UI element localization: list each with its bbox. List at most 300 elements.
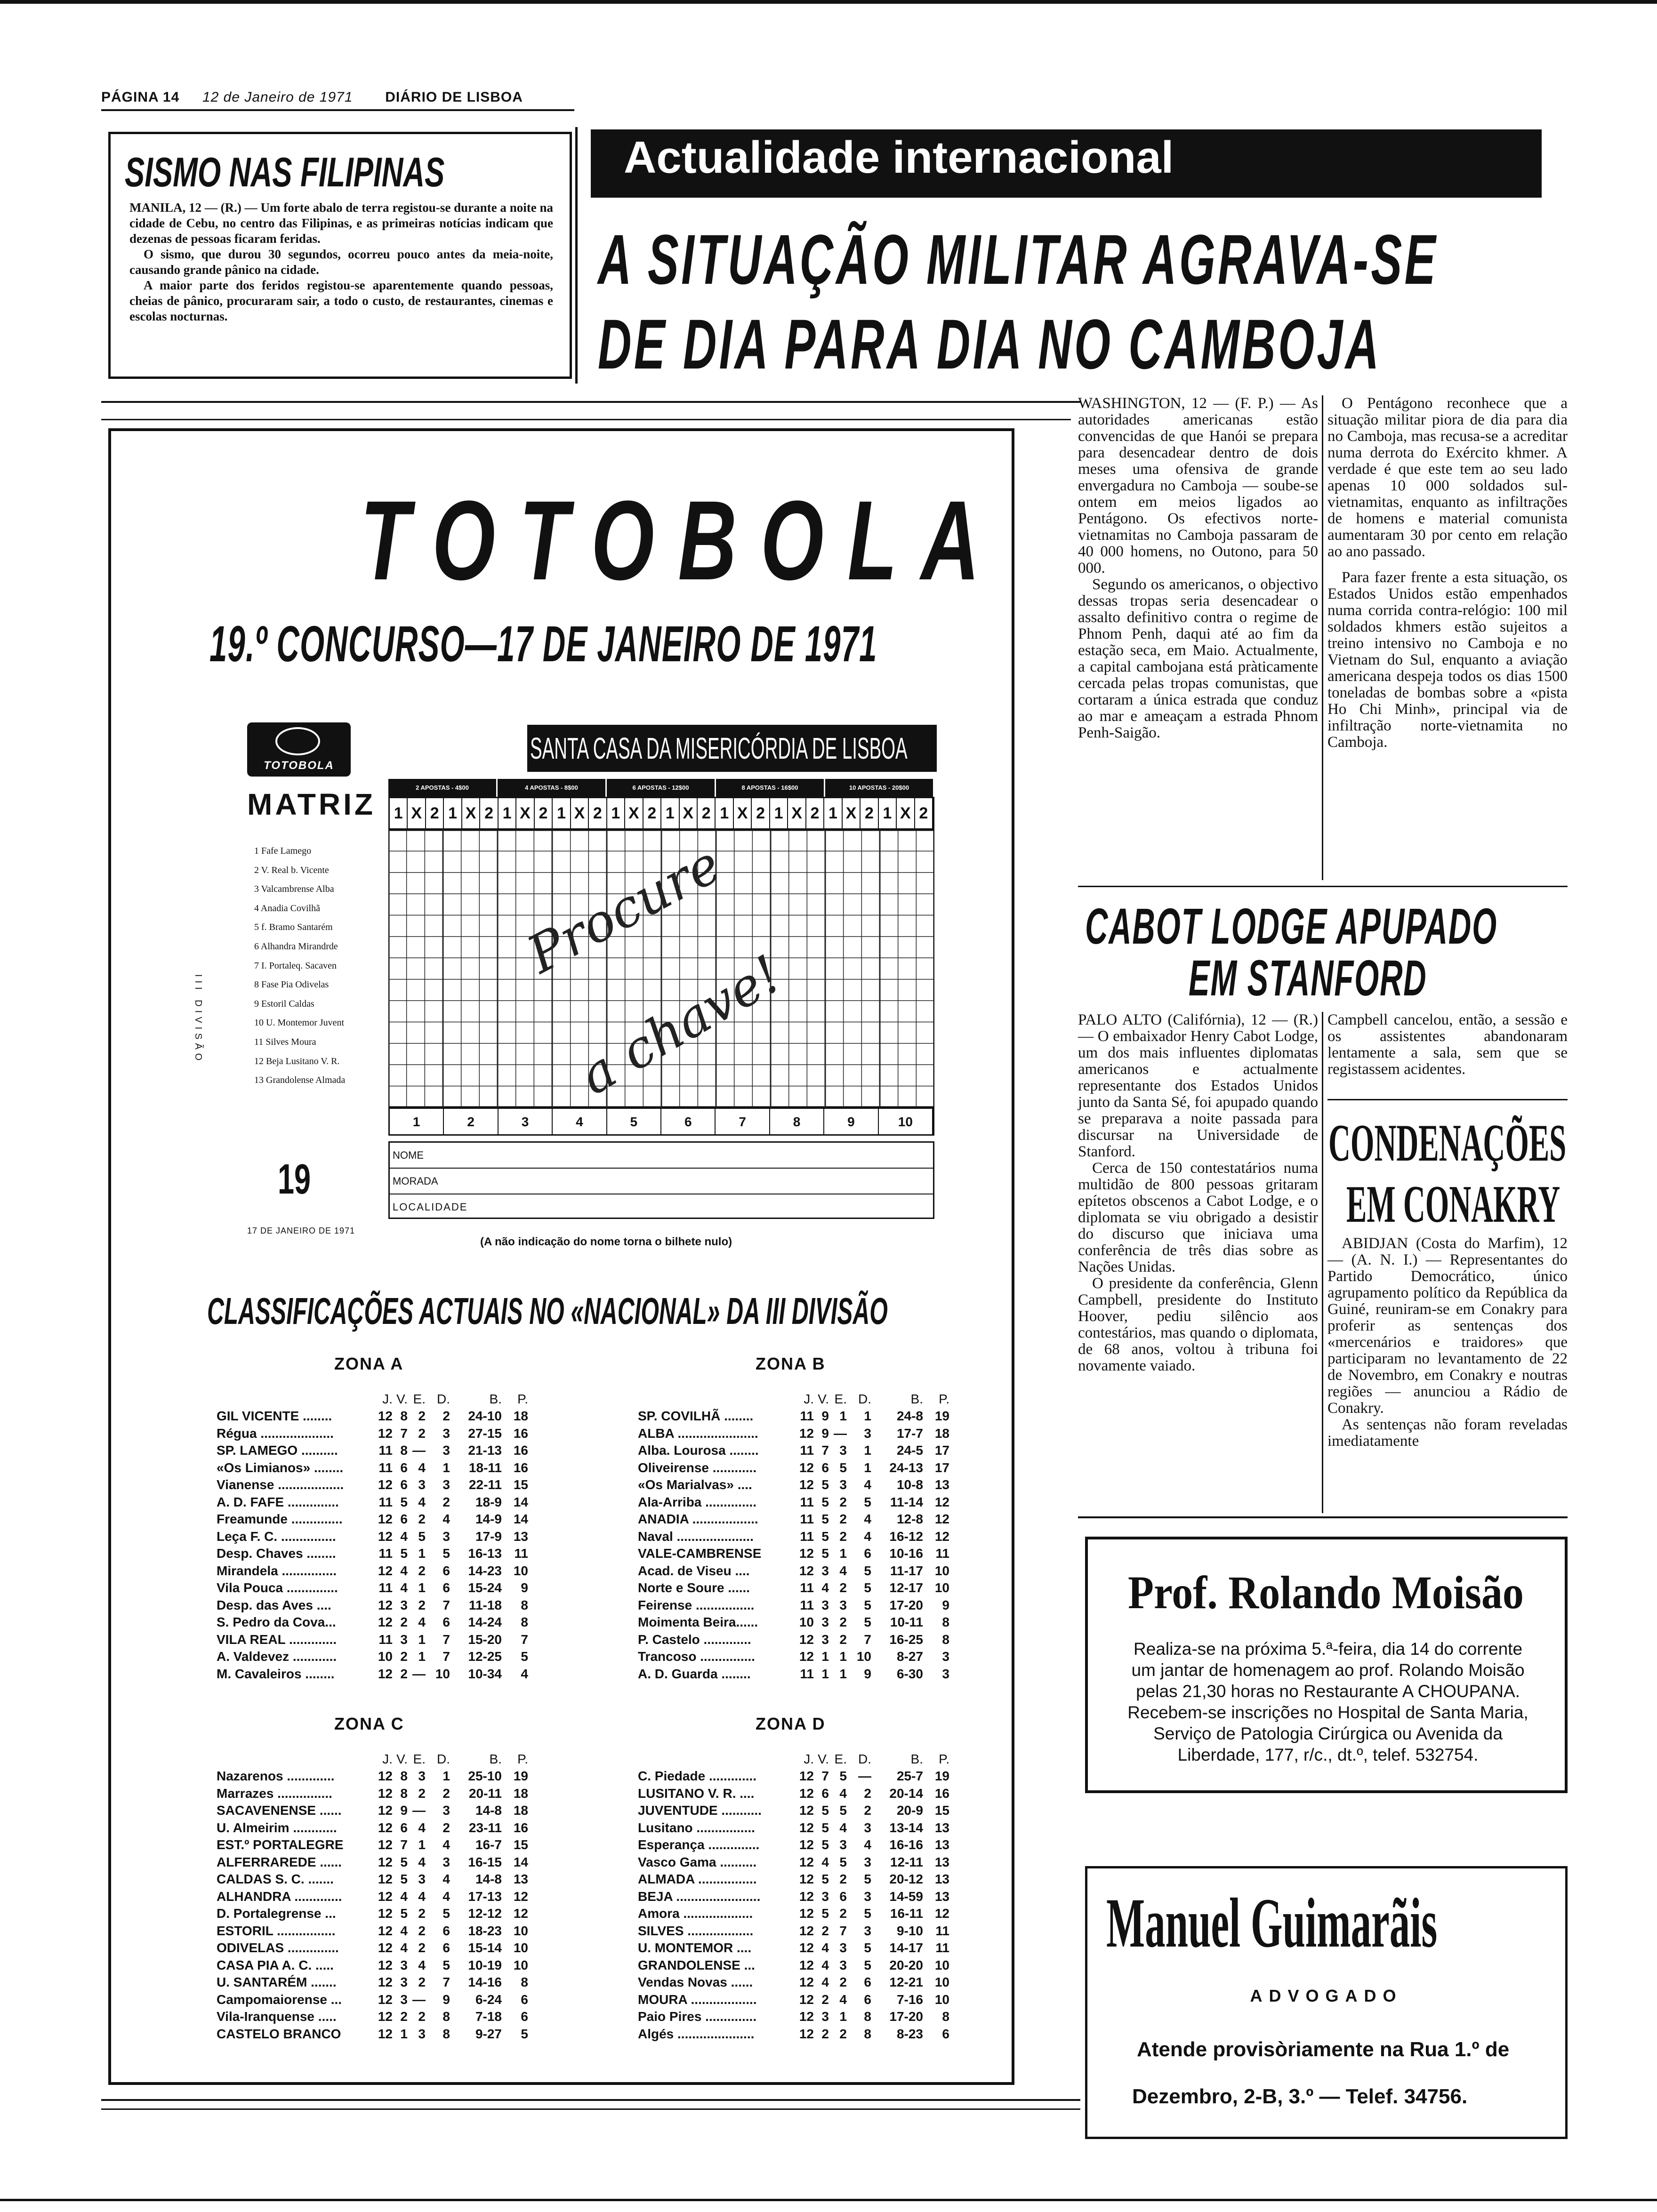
stat-cell: 5 — [864, 1494, 871, 1509]
column-number: 5 — [607, 1109, 661, 1134]
stat-cell: 5 — [839, 1803, 847, 1818]
totobola-title: TOTOBOLA — [360, 477, 1004, 603]
stat-cell: — — [834, 1426, 847, 1441]
stat-cell: 17-9 — [475, 1529, 502, 1544]
stat-cell: 1 — [864, 1409, 871, 1423]
stat-cell: 12 — [378, 1975, 393, 1989]
stat-cell: 11 — [378, 1494, 393, 1509]
form-nome[interactable] — [390, 1143, 933, 1169]
table-row — [217, 1614, 555, 1631]
paper-name: DIÁRIO DE LISBOA — [385, 89, 523, 105]
totobola-logo — [247, 722, 351, 777]
stat-cell: 20-12 — [889, 1872, 923, 1886]
stat-cell: 6 — [521, 1992, 528, 2007]
stat-cell: 3 — [942, 1649, 949, 1664]
form-nome-label: NOME — [393, 1149, 424, 1161]
stat-cell: 12 — [378, 2009, 393, 2024]
stat-cell: 14-59 — [889, 1889, 923, 1904]
stat-cell: 12-12 — [468, 1906, 502, 1921]
stat-cell: 12 — [378, 1615, 393, 1629]
stat-cell: 12 — [378, 1837, 393, 1852]
table-row — [217, 1802, 555, 1819]
stat-cell: 12 — [378, 1512, 393, 1526]
team-name: SILVES .................. — [638, 1923, 754, 1938]
stat-cell: 10-19 — [468, 1957, 502, 1972]
stat-cell: 2 — [418, 1426, 426, 1441]
stat-cell: 12 — [799, 1992, 814, 2007]
stat-cell: 1 — [418, 1546, 426, 1561]
bottom-rule-2 — [101, 2108, 1080, 2110]
stat-cell: 4 — [821, 1940, 829, 1955]
stat-cell: 2 — [418, 1906, 426, 1921]
stat-cell: 10 — [513, 1940, 528, 1955]
zona-header-cell: B. — [910, 1751, 923, 1766]
stat-cell: 1 — [839, 1546, 847, 1561]
zona-a — [217, 1355, 555, 1683]
team-name: Freamunde .............. — [217, 1512, 343, 1526]
table-row — [217, 1545, 555, 1563]
stat-cell: 1 — [821, 1666, 829, 1681]
stat-cell: 8 — [521, 1597, 528, 1612]
team-name: BEJA ....................... — [638, 1889, 761, 1904]
stat-cell: 3 — [400, 1632, 408, 1647]
game-row: 9 Estoril Caldas — [254, 998, 314, 1009]
team-name: VALE-CAMBRENSE — [638, 1546, 762, 1561]
handwriting-2: a chave! — [570, 943, 792, 1106]
x12-row — [388, 797, 934, 830]
stat-cell: 12 — [513, 1906, 528, 1921]
stat-cell: 4 — [821, 1957, 829, 1972]
stat-cell: 4 — [864, 1512, 871, 1526]
rule-mid-2 — [101, 419, 1071, 420]
conakry-title-1: CONDENAÇÕES — [1328, 1114, 1567, 1172]
x12-cell: X — [625, 798, 643, 828]
x12-cell: X — [680, 798, 698, 828]
zona-c — [217, 1715, 555, 2043]
zona-header-cell: P. — [517, 1391, 528, 1406]
stat-cell: 5 — [839, 1460, 847, 1475]
stat-cell: 8 — [864, 2009, 871, 2024]
table-row — [638, 1974, 977, 1991]
table-row — [638, 1666, 977, 1683]
table-row — [638, 2008, 977, 2026]
stat-cell: 10-11 — [890, 1615, 923, 1629]
stat-cell: 17 — [934, 1443, 949, 1458]
stat-cell: 4 — [418, 1460, 426, 1475]
table-row — [638, 2026, 977, 2043]
game-row: 12 Beja Lusitano V. R. — [254, 1056, 340, 1066]
cabot-title-2: EM STANFORD — [1189, 949, 1427, 1006]
stat-cell: 2 — [400, 1615, 408, 1629]
table-row — [638, 1528, 977, 1546]
stat-cell: 5 — [864, 1597, 871, 1612]
stat-cell: 5 — [864, 1906, 871, 1921]
stat-cell: 25-7 — [896, 1769, 923, 1783]
stat-cell: 19 — [513, 1769, 528, 1783]
stat-cell: 16-7 — [475, 1837, 502, 1852]
stat-cell: 3 — [400, 1975, 408, 1989]
camboja-col-2 — [1327, 395, 1568, 751]
stat-cell: 8 — [442, 2009, 450, 2024]
stat-cell: 3 — [418, 1872, 426, 1886]
stat-cell: 2 — [839, 1494, 847, 1509]
camboja-divider — [1322, 395, 1323, 880]
table-row — [638, 1408, 977, 1425]
team-name: C. Piedade ............. — [638, 1769, 757, 1783]
table-row — [217, 1648, 555, 1666]
stat-cell: 5 — [821, 1494, 829, 1509]
stat-cell: 3 — [400, 1597, 408, 1612]
stat-cell: 12-21 — [889, 1975, 923, 1989]
stat-cell: 6 — [442, 1923, 450, 1938]
stat-cell: 16-16 — [889, 1837, 923, 1852]
stat-cell: 12 — [378, 1820, 393, 1835]
stat-cell: 2 — [418, 1923, 426, 1938]
apostas-label: 6 APOSTAS - 12$00 — [607, 779, 715, 797]
stat-cell: 12 — [378, 2026, 393, 2041]
stat-cell: 16 — [513, 1460, 528, 1475]
name-form — [388, 1141, 934, 1219]
stat-cell: 20-9 — [896, 1803, 923, 1818]
x12-cell: 2 — [861, 798, 878, 828]
stat-cell: 14-16 — [468, 1975, 502, 1989]
team-name: Ala-Arriba .............. — [638, 1494, 757, 1509]
stat-cell: 1 — [418, 1837, 426, 1852]
table-row — [217, 1631, 555, 1649]
table-row — [638, 1494, 977, 1511]
stat-cell: 11 — [800, 1494, 814, 1509]
form-morada-label: MORADA — [393, 1175, 438, 1187]
stat-cell: 15 — [513, 1837, 528, 1852]
form-morada[interactable] — [390, 1169, 933, 1194]
zona-header-cell: B. — [489, 1391, 502, 1406]
stat-cell: 12 — [378, 1477, 393, 1492]
team-name: ANADIA .................. — [638, 1512, 758, 1526]
stat-cell: 12 — [799, 1906, 814, 1921]
table-row — [217, 1836, 555, 1854]
zona-header-cell: J. — [804, 1751, 814, 1766]
stat-cell: 6 — [442, 1563, 450, 1578]
stat-cell: 6 — [521, 2009, 528, 2024]
stat-cell: 2 — [839, 1872, 847, 1886]
team-name: ALHANDRA ............. — [217, 1889, 342, 1904]
team-name: Marrazes ............... — [217, 1786, 332, 1801]
x12-cell: 2 — [480, 798, 498, 828]
stat-cell: 12 — [378, 1906, 393, 1921]
sismo-divider — [575, 127, 578, 384]
stat-cell: 12 — [799, 1923, 814, 1938]
stat-cell: 12 — [799, 1477, 814, 1492]
team-name: Vendas Novas ...... — [638, 1975, 753, 1989]
table-row — [638, 1425, 977, 1443]
table-row — [638, 1614, 977, 1631]
stat-cell: 11 — [935, 1923, 949, 1938]
table-row — [217, 1991, 555, 2009]
stat-cell: 6 — [442, 1580, 450, 1595]
stat-cell: 2 — [839, 1580, 847, 1595]
stat-cell: 5 — [400, 1906, 408, 1921]
stat-cell: 4 — [418, 1957, 426, 1972]
stat-cell: 4 — [400, 1580, 408, 1595]
stat-cell: 18 — [513, 1803, 528, 1818]
stat-cell: 6 — [400, 1477, 408, 1492]
stat-cell: 24-8 — [896, 1409, 923, 1423]
stat-cell: 10 — [934, 1992, 949, 2007]
stat-cell: 7-18 — [475, 2009, 502, 2024]
sismo-title: SISMO NAS FILIPINAS — [125, 149, 445, 195]
team-name: Leça F. C. ............... — [217, 1529, 336, 1544]
stat-cell: 12 — [378, 1409, 393, 1423]
stat-cell: 3 — [839, 1443, 847, 1458]
stat-cell: 13 — [934, 1854, 949, 1869]
zona-header-cell: V. — [396, 1391, 408, 1406]
stat-cell: 13 — [513, 1529, 528, 1544]
zona-header-cell: J. — [804, 1391, 814, 1406]
stat-cell: 12 — [934, 1906, 949, 1921]
zona-header-cell: V. — [818, 1391, 829, 1406]
stat-cell: 11 — [378, 1580, 393, 1595]
page-date: 12 de Janeiro de 1971 — [202, 89, 353, 105]
stat-cell: 12-17 — [889, 1580, 923, 1595]
stat-cell: 5 — [821, 1872, 829, 1886]
team-name: Oliveirense ............ — [638, 1460, 757, 1475]
team-name: Desp. das Aves .... — [217, 1597, 331, 1612]
table-row — [638, 1854, 977, 1871]
team-name: «Os Limianos» ........ — [217, 1460, 344, 1475]
stat-cell: 9 — [942, 1597, 949, 1612]
team-name: Vianense .................. — [217, 1477, 344, 1492]
zona-header-cell: E. — [413, 1391, 426, 1406]
zona-header-cell: P. — [939, 1751, 949, 1766]
stat-cell: 11 — [800, 1512, 814, 1526]
x12-cell: 1 — [444, 798, 462, 828]
zona-d — [638, 1715, 977, 2043]
stat-cell: 12 — [378, 1769, 393, 1783]
division-label: III DIVISÃO — [193, 974, 203, 1065]
stat-cell: 11 — [935, 1546, 949, 1561]
game-row: 5 f. Bramo Santarém — [254, 922, 333, 933]
stat-cell: 3 — [442, 1443, 450, 1458]
table-row — [638, 1442, 977, 1459]
team-name: GIL VICENTE ........ — [217, 1409, 332, 1423]
game-row: 11 Silves Moura — [254, 1036, 316, 1047]
stat-cell: 12 — [378, 1529, 393, 1544]
zona-header-cell: P. — [517, 1751, 528, 1766]
stat-cell: 1 — [442, 1769, 450, 1783]
stat-cell: 12 — [378, 1957, 393, 1972]
team-name: Feirense ................ — [638, 1597, 755, 1612]
stat-cell: 7 — [821, 1443, 829, 1458]
stat-cell: 15 — [513, 1477, 528, 1492]
stat-cell: 12 — [378, 1923, 393, 1938]
stat-cell: 2 — [400, 2009, 408, 2024]
camboja-col-1 — [1078, 395, 1318, 741]
stat-cell: 2 — [418, 1975, 426, 1989]
stat-cell: 6 — [442, 1940, 450, 1955]
table-row — [217, 2026, 555, 2043]
stat-cell: 11 — [800, 1529, 814, 1544]
stat-cell: 1 — [839, 1666, 847, 1681]
stat-cell: 3 — [821, 2009, 829, 2024]
stat-cell: 12 — [934, 1529, 949, 1544]
stat-cell: 18 — [513, 1409, 528, 1423]
stat-cell: 5 — [400, 1546, 408, 1561]
form-localidade[interactable] — [390, 1194, 933, 1219]
section-banner — [591, 129, 1542, 198]
stat-cell: 24-10 — [468, 1409, 502, 1423]
stat-cell: 2 — [418, 1786, 426, 1801]
stat-cell: 4 — [839, 1786, 847, 1801]
stat-cell: 3 — [864, 1820, 871, 1835]
rule-mid-1 — [101, 401, 1080, 403]
stat-cell: 12 — [799, 1854, 814, 1869]
table-row — [217, 1888, 555, 1906]
stat-cell: 11 — [378, 1443, 393, 1458]
stat-cell: 21-13 — [468, 1443, 502, 1458]
stat-cell: 8 — [942, 1632, 949, 1647]
zona-header-cell: J. — [382, 1751, 393, 1766]
stat-cell: 10 — [435, 1666, 450, 1681]
team-name: «Os Marialvas» .... — [638, 1477, 752, 1492]
x12-cell: X — [843, 798, 861, 828]
stat-cell: 12 — [378, 1940, 393, 1955]
table-row — [217, 1854, 555, 1871]
stat-cell: 14 — [513, 1854, 528, 1869]
stat-cell: 12 — [799, 1426, 814, 1441]
stat-cell: 5 — [821, 1837, 829, 1852]
x12-cell: 2 — [915, 798, 933, 828]
grid-col-numbers — [388, 1107, 934, 1136]
zona-header-cell: B. — [910, 1391, 923, 1406]
stat-cell: 8 — [400, 1443, 408, 1458]
game-row: 8 Fase Pia Odivelas — [254, 979, 329, 990]
stat-cell: 3 — [864, 1426, 871, 1441]
x12-cell: 2 — [589, 798, 607, 828]
table-row — [217, 1511, 555, 1528]
stat-cell: 9 — [821, 1426, 829, 1441]
stat-cell: 10 — [934, 1563, 949, 1578]
table-row — [638, 1957, 977, 1974]
stat-cell: 10-16 — [889, 1546, 923, 1561]
stat-cell: 24-5 — [896, 1443, 923, 1458]
stat-cell: 10 — [513, 1957, 528, 1972]
stat-cell: 12 — [799, 1820, 814, 1835]
table-row — [638, 1836, 977, 1854]
stat-cell: 16-12 — [889, 1529, 923, 1544]
stat-cell: 5 — [821, 1820, 829, 1835]
stat-cell: 19 — [934, 1769, 949, 1783]
table-row — [638, 1871, 977, 1888]
table-row — [638, 1648, 977, 1666]
team-name: Vasco Gama .......... — [638, 1854, 757, 1869]
stat-cell: 10 — [799, 1615, 814, 1629]
stat-cell: 2 — [400, 1666, 408, 1681]
stat-cell: 5 — [400, 1854, 408, 1869]
stat-cell: 12 — [934, 1494, 949, 1509]
team-name: ODIVELAS .............. — [217, 1940, 339, 1955]
x12-cell: 1 — [499, 798, 516, 828]
logo-text: TOTOBOLA — [264, 759, 334, 772]
guimaraes-ad — [1085, 1866, 1568, 2139]
stat-cell: 3 — [942, 1666, 949, 1681]
conakry-bottom-rule — [1078, 1516, 1568, 1518]
stat-cell: 11 — [378, 1460, 393, 1475]
santa-casa-text: SANTA CASA DA MISERICÓRDIA DE LISBOA — [530, 731, 908, 765]
zona-header — [638, 1751, 977, 1768]
stat-cell: 3 — [864, 1889, 871, 1904]
stat-cell: 12 — [378, 1889, 393, 1904]
stat-cell: 13 — [934, 1889, 949, 1904]
stat-cell: 10 — [934, 1975, 949, 1989]
stat-cell: 7 — [442, 1649, 450, 1664]
table-row — [217, 1871, 555, 1888]
stat-cell: 5 — [839, 1769, 847, 1783]
stat-cell: 7 — [821, 1769, 829, 1783]
stat-cell: 16-13 — [468, 1546, 502, 1561]
team-name: Trancoso ............... — [638, 1649, 755, 1664]
stat-cell: 4 — [821, 1854, 829, 1869]
stat-cell: 17-20 — [889, 1597, 923, 1612]
stat-cell: 5 — [418, 1529, 426, 1544]
stat-cell: 5 — [864, 1940, 871, 1955]
stat-cell: 12-25 — [468, 1649, 502, 1664]
stat-cell: 12 — [799, 1975, 814, 1989]
table-row — [217, 1563, 555, 1580]
table-row — [638, 1785, 977, 1803]
moisao-p2: Recebem-se inscrições no Hospital de Santa Maria, Serviço de Patologia Cirúrgica ou Avenida da Liberdade, 177, r/c., dt.º, telef. 532754. — [1127, 1703, 1528, 1764]
stat-cell: 3 — [400, 1957, 408, 1972]
team-name: U. MONTEMOR .... — [638, 1940, 752, 1955]
sismo-p3: A maior parte dos feridos registou-se aparentemente quando pessoas, cheias de pânico, procuraram sair, a todo o custo, de restaurantes, cinemas e escolas nocturnas. — [129, 278, 553, 323]
apostas-row — [388, 779, 934, 797]
team-name: MOURA .................. — [638, 1992, 757, 2007]
stat-cell: 1 — [839, 1409, 847, 1423]
section-banner-text: Actualidade internacional — [624, 132, 1174, 183]
stat-cell: 6 — [400, 1820, 408, 1835]
sismo-p1: MANILA, 12 — (R.) — Um forte abalo de terra registou-se durante a noite na cidade de Cebu, no centro das Filipinas, e as primeiras notícias indicam que dezenas de pessoas ficaram feridas. — [129, 200, 553, 246]
stat-cell: 12 — [378, 1563, 393, 1578]
stat-cell: 7 — [442, 1597, 450, 1612]
stat-cell: 3 — [442, 1477, 450, 1492]
logo-emblem-icon — [275, 727, 320, 755]
team-name: ALMADA ................ — [638, 1872, 757, 1886]
stat-cell: 8 — [400, 1409, 408, 1423]
stat-cell: 3 — [839, 1477, 847, 1492]
team-name: A. Valdevez ............ — [217, 1649, 337, 1664]
team-name: Desp. Chaves ........ — [217, 1546, 336, 1561]
zona-header-cell: J. — [382, 1391, 393, 1406]
stat-cell: 9-10 — [896, 1923, 923, 1938]
x12-cell: X — [571, 798, 589, 828]
team-name: Régua .................... — [217, 1426, 334, 1441]
header-rule — [101, 109, 574, 111]
stat-cell: 3 — [442, 1426, 450, 1441]
table-row — [217, 1923, 555, 1940]
team-name: Acad. de Viseu .... — [638, 1563, 750, 1578]
stat-cell: 2 — [442, 1494, 450, 1509]
stat-cell: 14-8 — [475, 1872, 502, 1886]
stat-cell: 1 — [839, 2009, 847, 2024]
team-name: M. Cavaleiros ........ — [217, 1666, 335, 1681]
stat-cell: 2 — [442, 1409, 450, 1423]
stat-cell: 10 — [934, 1580, 949, 1595]
table-row — [638, 1631, 977, 1649]
table-row — [638, 1888, 977, 1906]
table-row — [638, 1819, 977, 1837]
zona-header — [638, 1391, 977, 1408]
stat-cell: 4 — [400, 1940, 408, 1955]
contest-date: 17 DE JANEIRO DE 1971 — [247, 1226, 355, 1235]
